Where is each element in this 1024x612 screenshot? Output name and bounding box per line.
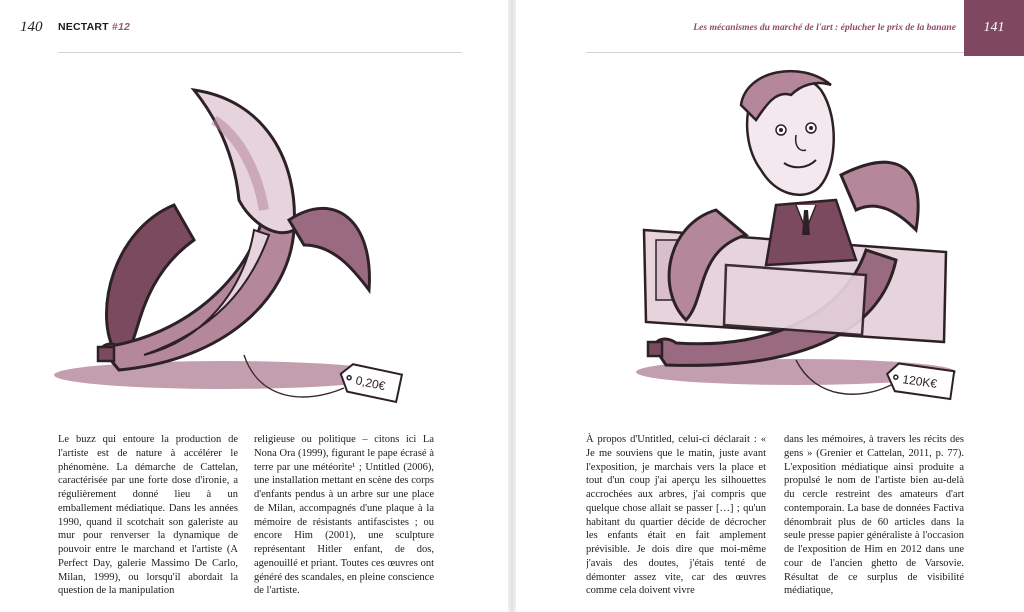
body-column-2 (254, 433, 434, 603)
peel-right (841, 162, 918, 230)
peel-right (289, 208, 369, 290)
body-column-2 (784, 433, 964, 603)
journal-issue: #12 (111, 21, 131, 33)
body-column-1 (586, 433, 766, 603)
paragraph: religieuse ou politique – citons ici La Nona Ora (1999), figurant le pape écrasé à terre par une météorite¹ ; Untitled (2006), une installation mettant en scène des corps d'enfants pendus à un arbre sur une place de Milan, accompagnés d'une plaque à la mémoire de résistants antifascistes ; ou encore Him (2001), une sculpture représentant Hitler enfant, de dos, agenouillé et priant. Toutes ces œuvres ont généré des scandales, en pleine conscience de l'artiste. (254, 434, 434, 597)
journal-header (58, 21, 130, 33)
price-tag (337, 362, 402, 402)
man-in-banana-illustration (626, 60, 986, 420)
header-rule (586, 52, 964, 53)
price-tag-label: 120K€ (901, 372, 938, 391)
tape-front (724, 265, 866, 335)
running-title: Les mécanismes du marché de l'art : éplucher le prix de la banane (693, 22, 956, 33)
page-number-label: 141 (983, 20, 1005, 35)
price-tag-label: 0,20€ (354, 373, 387, 394)
banana-stem (648, 342, 662, 356)
paragraph: À propos d'Untitled, celui-ci déclarait : « Je me souviens que le matin, juste avant l'exposition, je marchais vers la place et tout d'un coup j'ai aperçu les silhouettes accrochées aux arbres, j'ai compris que quelque chose allait se passer […] ; qu'un habitant du quartier décide de décrocher les enfants était en fait amplement prévisible. Je dois dire que moi-même j'avais des doutes, j'étais tenté de démonter assez vite, car des œuvres comme cela doivent vivre (586, 434, 766, 597)
body-column-1 (58, 433, 238, 603)
left-page (0, 0, 508, 612)
page-number-left: 140 (20, 19, 43, 35)
header-rule (58, 52, 462, 53)
right-page (516, 0, 1024, 612)
page-number-right (964, 0, 1024, 56)
journal-brand: NECTART (58, 21, 109, 33)
banana-stem (98, 347, 114, 361)
paragraph: Le buzz qui entoure la production de l'artiste est de nature à accélérer le phénomène. La démarche de Cattelan, caractérisée par une forte dose d'ironie, a régulièrement donné lieu à un emballement médiatique. Dans les années 1990, quand il scotchait son galeriste au mur pour renverser la dynamique de pouvoir entre le marchand et l'artiste (A Perfect Day, galerie Massimo De Carlo, Milan, 1999), ou lorsqu'il abordait la question de la manipulation (58, 434, 238, 597)
paragraph: dans les mémoires, à travers les récits des gens » (Grenier et Cattelan, 2011, p. 77). L'exposition médiatique ainsi produite a propulsé le nom de l'artiste bien au-delà du cercle restreint des amateurs d'art contemporain. La base de données Factiva dénombrait plus de 60 articles dans la seule presse papier généraliste à l'occasion de l'exposition de Him en 2012 dans une cour de l'ancien ghetto de Varsovie. Résultat de ce surplus de visibilité médiatique, (784, 434, 964, 597)
taped-banana-illustration (54, 70, 434, 420)
